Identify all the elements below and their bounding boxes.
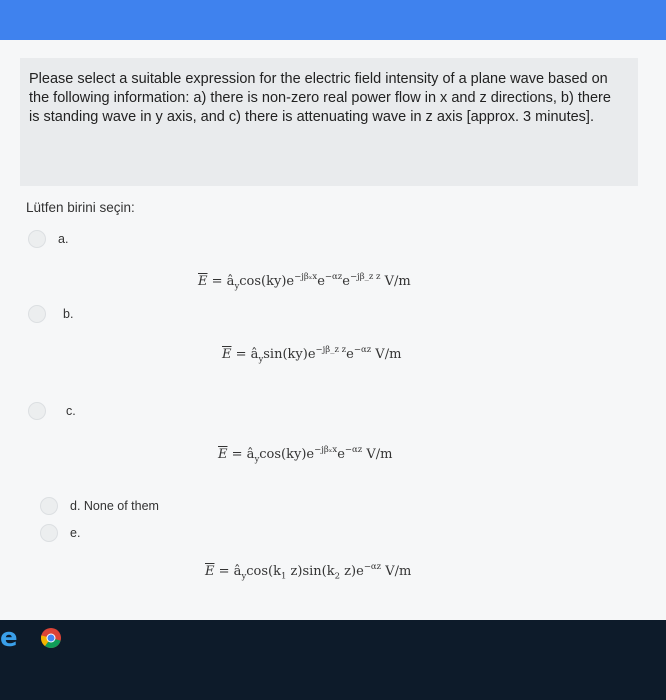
option-e-letter: e. bbox=[70, 526, 81, 540]
browser-top-bar bbox=[0, 0, 666, 40]
radio-c[interactable] bbox=[28, 402, 46, 420]
option-a-formula: $\overline{E}$ = $â_y\cos(ky)e^{-j\beta_xx}e^{-\alpha z}e^{-j\beta\_z z}$ V/m bbox=[198, 272, 411, 292]
radio-e[interactable] bbox=[40, 524, 58, 542]
answer-prompt: Lütfen birini seçin: bbox=[26, 200, 135, 215]
quiz-page bbox=[0, 40, 666, 620]
taskbar bbox=[0, 620, 666, 700]
radio-b[interactable] bbox=[28, 305, 46, 323]
radio-a[interactable] bbox=[28, 230, 46, 248]
option-b-letter: b. bbox=[63, 307, 74, 321]
radio-d[interactable] bbox=[40, 497, 58, 515]
option-d-letter: d. None of them bbox=[70, 499, 159, 513]
option-e-formula: $\overline{E}$ = $â_y\cos(k_1$ $z)\sin(k_2$ $z)e^{-\alpha z}$ V/m bbox=[205, 562, 412, 582]
option-a-letter: a. bbox=[58, 232, 69, 246]
question-text: Please select a suitable expression for the electric field intensity of a plane wave based on the following information: a) there is non-zero real power flow in x and z directions, b) there is standing wave in y axis, and c) there is attenuating wave in z axis [approx. 3 minutes]. bbox=[20, 58, 638, 186]
option-c-letter: c. bbox=[66, 404, 76, 418]
option-c-formula: $\overline{E}$ = $â_y\cos(ky)e^{-j\beta_xx}e^{-\alpha z}$ V/m bbox=[218, 445, 393, 465]
edge-icon[interactable]: e bbox=[0, 623, 18, 653]
option-b-formula: $\overline{E}$ = $â_y\sin(ky)e^{-j\beta\_z z}e^{-\alpha z}$ V/m bbox=[222, 345, 402, 365]
chrome-icon[interactable] bbox=[40, 627, 62, 654]
